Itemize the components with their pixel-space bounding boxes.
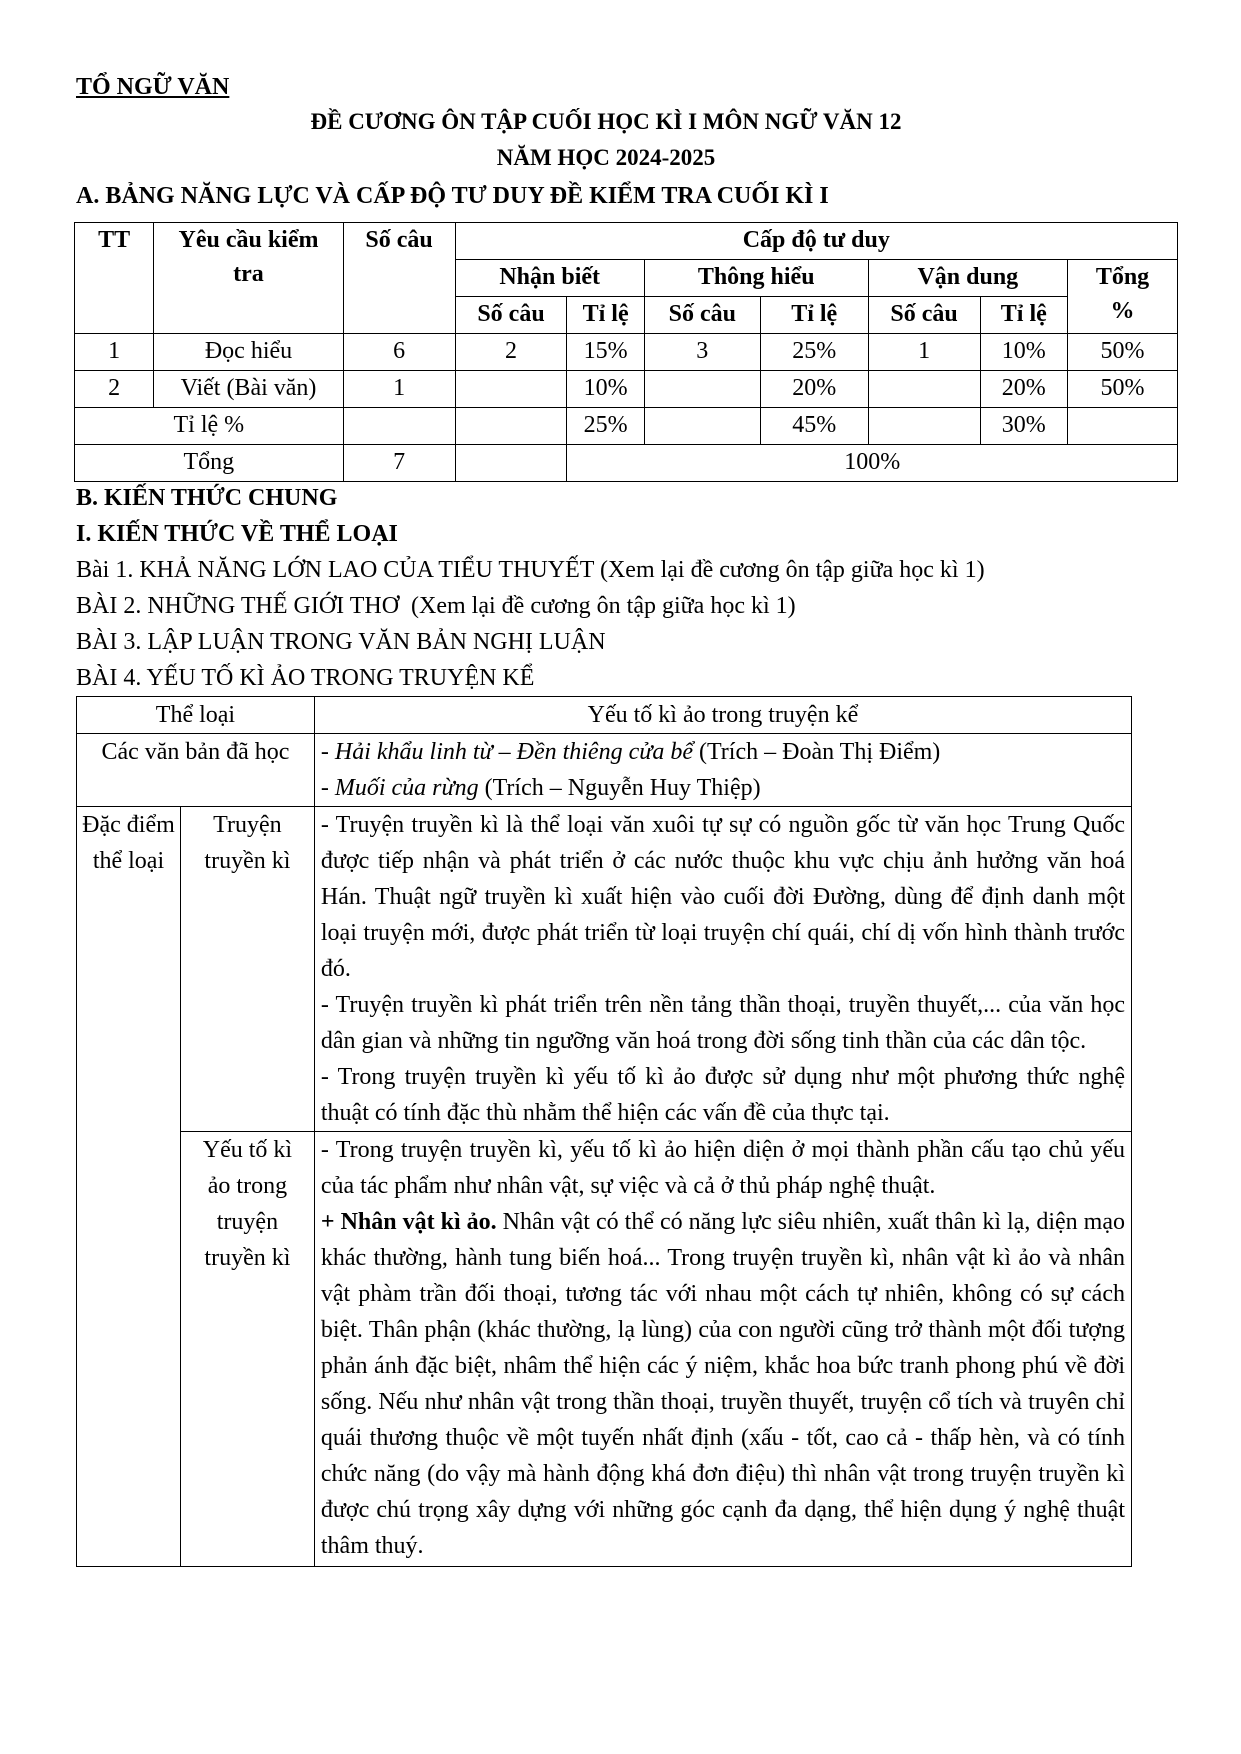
ratio-empty [644,408,760,445]
paragraph-text: Nhân vật có thể có năng lực siêu nhiên, xuất thân kì lạ, diện mạo khác thường, hành tung biến hoá... Trong truyện truyền kì, nhân vật kì ảo và nhân vật phàm trần đối thoại, tương tác với nhau một cách tự nhiên, không có sự cách biệt. Thân phận (khác thường, lạ lùng) của con người cũng trở thành một đối tượng phản ánh đặc biệt, nhâm thể hiện các ý niệm, khắc hoa bức tranh phong phú về đời sống. Nếu như nhân vật trong thần thoại, truyền thuyết, truyện cổ tích và truyên chỉ quái thương thuộc về một tuyến nhất định (xấu - tốt, cao cả - thấp hèn, và có tính chức năng (do vậy mà hành động khá đơn điệu) thì nhân vật trong truyện truyền kì được chú trọng xây dựng với những góc cạnh đa dạng, thể hiện dụng ý nghệ thuật thâm thuý. [320,1209,1125,1559]
cell-vd-ratio: 10% [980,334,1068,371]
ratio-row [75,408,1178,445]
sum-row [75,445,1178,482]
sum-empty [455,445,567,482]
header-genre: Thể loại [77,697,315,734]
text-source: (Trích – Đoàn Thị Điểm) [692,739,941,765]
ratio-vd: 30% [980,408,1068,445]
header-th-count: Số câu [644,297,760,334]
competency-table [74,222,1178,482]
lesson-2: BÀI 2. NHỮNG THẾ GIỚI THƠ (Xem lại đề cương ôn tập giữa học kì 1) [76,593,796,619]
department-heading: TỔ NGỮ VĂN [76,74,230,100]
sub1-label: Truyện truyền kì [180,807,314,1132]
cell-nb-count: 2 [455,334,567,371]
cell-th-ratio: 20% [760,371,868,408]
header-tt: TT [75,223,154,334]
paragraph: - Trong truyện truyền kì yếu tố kì ảo được sử dụng như một phương thức nghệ thuật có tính đặc thù nhằm thể hiện các vấn đề của thực tại. [320,1064,1125,1126]
ratio-nb: 25% [567,408,644,445]
texts-list [314,734,1131,807]
header-th-ratio: Tỉ lệ [760,297,868,334]
table-row [75,371,1178,408]
paragraph: - Trong truyện truyền kì, yếu tố kì ảo hiện diện ở mọi thành phần cấu tạo chủ yếu của tác phẩm như nhân vật, sự việc và cả ở thủ pháp nghệ thuật. [320,1137,1125,1199]
cell-th-count [644,371,760,408]
cell-tt: 2 [75,371,154,408]
header-requirement: Yêu cầu kiểm tra [154,223,343,334]
header-nb-count: Số câu [455,297,567,334]
cell-tt: 1 [75,334,154,371]
texts-label: Các văn bản đã học [77,734,315,807]
paragraph: - Truyện truyền kì là thể loại văn xuôi tự sự có nguồn gốc từ văn học Trung Quốc được tiếp nhận và phát triển ở các nước thuộc khu vực chịu ảnh hưởng văn hoá Hán. Thuật ngữ truyền kì xuất hiện vào cuối đời Đường, dùng để định danh một loại truyện mới, được phát triển từ loại truyện chí quái, chí dị vốn hình thành trước đó. [320,812,1125,982]
cell-requirement: Đọc hiểu [154,334,343,371]
document-page [76,72,1150,1567]
school-year: NĂM HỌC 2024-2025 [496,145,716,170]
header-application: Vận dung [868,260,1067,297]
header-total-percent: Tổng % [1068,260,1178,334]
header-nb-ratio: Tỉ lệ [567,297,644,334]
cell-th-ratio: 25% [760,334,868,371]
sub1-content [314,807,1131,1132]
header-vd-count: Số câu [868,297,980,334]
lesson-4: BÀI 4. YẾU TỐ KÌ ẢO TRONG TRUYỆN KỂ [76,665,535,691]
lesson-1: Bài 1. KHẢ NĂNG LỚN LAO CỦA TIỂU THUYẾT (Xem lại đề cương ôn tập giữa học kì 1) [76,557,985,583]
cell-total: 50% [1068,371,1178,408]
header-comprehension: Thông hiểu [644,260,868,297]
text-source: (Trích – Nguyễn Huy Thiệp) [478,775,761,801]
genre-table [76,696,1132,1567]
cell-vd-count [868,371,980,408]
sub2-content [314,1132,1131,1567]
text-item [321,734,1125,770]
header-question-count: Số câu [343,223,455,334]
lesson-3: BÀI 3. LẬP LUẬN TRONG VĂN BẢN NGHỊ LUẬN [76,629,606,655]
cell-total: 50% [1068,334,1178,371]
header-topic: Yếu tố kì ảo trong truyện kể [314,697,1131,734]
paragraph: - Truyện truyền kì phát triển trên nền tảng thần thoại, truyền thuyết,... của văn học dân gian và những tin ngưỡng văn hoá trong đời sống tinh thần của các dân tộc. [320,992,1125,1054]
cell-nb-count [455,371,567,408]
sum-total: 100% [567,445,1178,482]
bold-lead: + Nhân vật kì ảo. [320,1209,497,1235]
section-b-heading: B. KIẾN THỨC CHUNG [76,485,338,511]
ratio-empty [868,408,980,445]
header-recognition: Nhận biết [455,260,644,297]
feature-label: Đặc điểm thể loại [77,807,181,1567]
header-thinking-level: Cấp độ tư duy [455,223,1177,260]
cell-requirement: Viết (Bài văn) [154,371,343,408]
paragraph [321,1204,1125,1564]
ratio-empty [343,408,455,445]
text-item [321,770,1125,806]
text-title: - Muối của rừng [320,775,479,801]
text-title: - Hải khẩu linh từ – Đền thiêng cửa bể [320,739,693,765]
table-row [75,334,1178,371]
document-title: ĐỀ CƯƠNG ÔN TẬP CUỐI HỌC KÌ I MÔN NGỮ VĂN 12 [310,109,902,134]
cell-nb-ratio: 15% [567,334,644,371]
sub2-label: Yếu tố kì ảo trong truyện truyền kì [180,1132,314,1567]
ratio-th: 45% [760,408,868,445]
ratio-empty [455,408,567,445]
ratio-label: Tỉ lệ % [75,408,344,445]
cell-th-count: 3 [644,334,760,371]
cell-count: 1 [343,371,455,408]
cell-vd-ratio: 20% [980,371,1068,408]
section-a-heading: A. BẢNG NĂNG LỰC VÀ CẤP ĐỘ TƯ DUY ĐỀ KIỂM TRA CUỐI KÌ I [76,183,829,209]
cell-vd-count: 1 [868,334,980,371]
section-i-heading: I. KIẾN THỨC VỀ THỂ LOẠI [76,521,398,547]
ratio-empty [1068,408,1178,445]
header-vd-ratio: Tỉ lệ [980,297,1068,334]
sum-count: 7 [343,445,455,482]
sum-label: Tổng [75,445,344,482]
cell-count: 6 [343,334,455,371]
cell-nb-ratio: 10% [567,371,644,408]
